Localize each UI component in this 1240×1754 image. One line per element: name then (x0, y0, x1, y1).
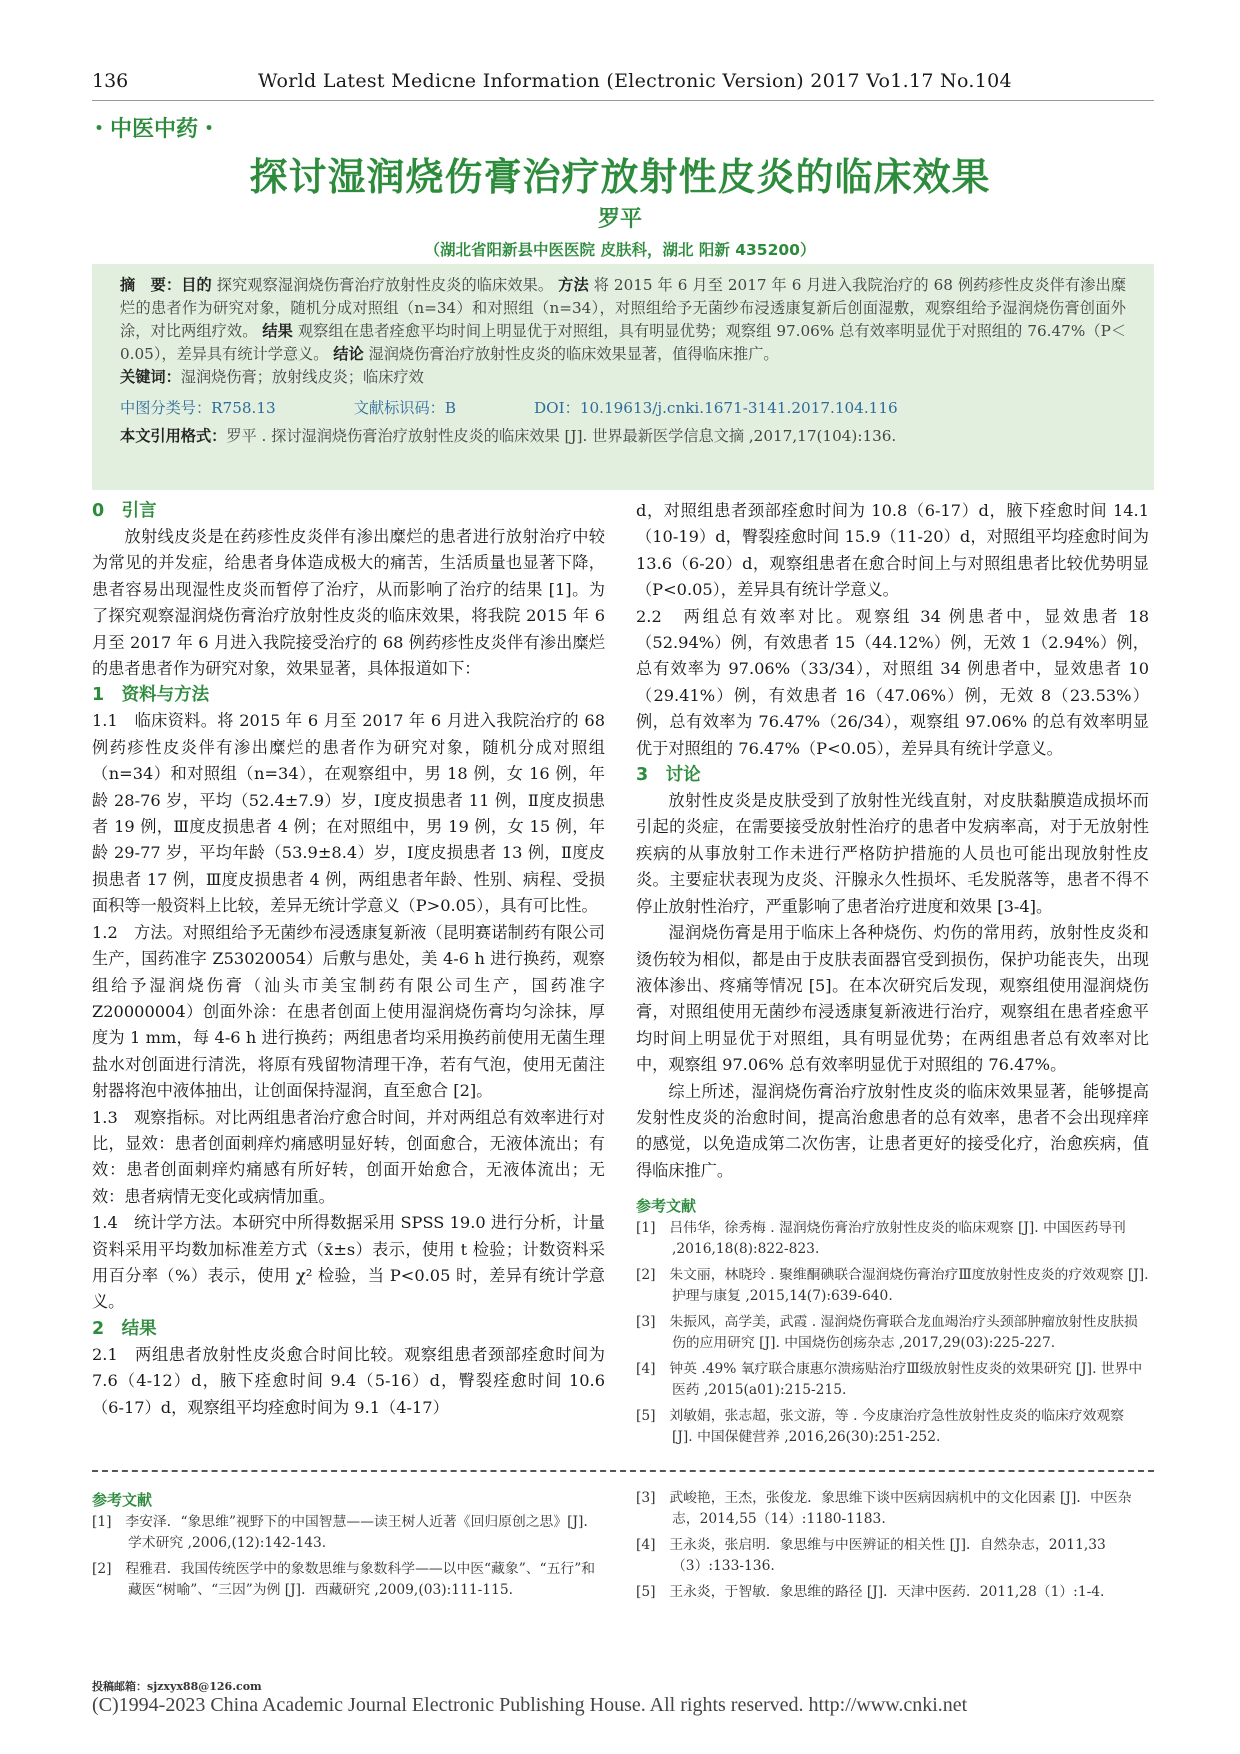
author: 罗平 (597, 206, 642, 232)
citation-format: 本文引用格式：罗平 . 探讨湿润烧伤膏治疗放射性皮炎的临床效果 [J]. 世界最新医学信息文摘 ,2017,17(104):136. (120, 427, 897, 445)
section-tag: ・中医中药・ (88, 117, 221, 142)
reference-item: [5] 刘敏娟，张志超，张文游，等 . 今皮康治疗急性放射性皮炎的临床疗效观察 [J]. 中国保健营养 ,2016,26(30):251-252. (636, 1408, 1124, 1446)
journal-header: World Latest Medicne Information (Electronic Version) 2017 Vo1.17 No.104 (258, 70, 1012, 92)
bottom-references-heading: 参考文献 (92, 1491, 153, 1509)
doi[interactable]: DOI：10.19613/j.cnki.1671-3141.2017.104.116 (534, 399, 898, 417)
dashed-divider (92, 1470, 1154, 1472)
reference-item: [2] 朱文丽，林晓玲 . 聚维酮碘联合湿润烧伤膏治疗Ⅲ度放射性皮炎的疗效观察 [J]. 护理与康复 ,2015,14(7):639-640. (636, 1267, 1149, 1305)
abstract-text: 摘 要：目的 探究观察湿润烧伤膏治疗放射性皮炎的临床效果。 方法 将 2015 年 6 月至 2017 年 6 月进入我院治疗的 68 例药疹性皮炎伴有渗出糜烂的患者作为研究对象，随机分成对照组（n=34）和对照组（n=34），对照组给予无菌纱布浸透康复新后创面湿敷，观察组给予湿润烧伤膏创面外涂，对比两组疗效。 结果 观察组在患者痊愈平均时间上明显优于对照组，具有明显优势；观察组 97.06% 总有效率明显优于对照组的 76.47%（P＜0.05），差异具有统计学意义。 结论 湿润烧伤膏治疗放射性皮炎的临床效果显著，值得临床推广。 (120, 276, 1127, 363)
header-rule (92, 100, 1154, 101)
paragraph: 1.2 方法。对照组给予无菌纱布浸透康复新液（昆明赛诺制药有限公司生产，国药准字 Z53020054）后敷与患处，美 4-6 h 进行换药，观察组给予湿润烧伤膏（汕头市美宝制药有限公司生产，国药准字 Z20000004）创面外涂：在患者创面上使用湿润烧伤膏均匀涂抹，厚度为 1 mm，每 4-6 h 进行换药；两组患者均采用换药前使用无菌生理盐水对创面进行清洗，将原有残留物清理干净，若有气泡，使用无菌注射器将泡中液体抽出，让创面保持湿润，直至愈合 [2]。 (92, 922, 605, 1101)
heading-methods: 1 资料与方法 (92, 685, 210, 706)
reference-item: [5] 王永炎，于智敏．象思维的路径 [J]．天津中医药．2011,28（1）:1-4. (636, 1584, 1105, 1600)
page-number: 136 (92, 70, 129, 92)
abstract-box (92, 264, 1154, 490)
paragraph: 2.2 两组总有效率对比。观察组 34 例患者中，显效患者 18（52.94%）例，有效患者 15（44.12%）例，无效 1（2.94%）例，总有效率为 97.06%（33/34），对照组 34 例患者中，显效患者 10（29.41%）例，有效患者 16（47.06%）例，无效 8（23.53%）例，总有效率为 76.47%（26/34），观察组 97.06% 的总有效率明显优于对照组的 76.47%（P<0.05），差异具有统计学意义。 (636, 606, 1149, 758)
reference-item: [2] 程雅君．我国传统医学中的象数思维与象数科学——以中医“藏象”、“五行”和藏医“树喻”、“三因”为例 [J]．西藏研究 ,2009,(03):111-115. (92, 1561, 596, 1598)
reference-item: [3] 武峻艳，王杰，张俊龙．象思维下谈中医病因病机中的文化因素 [J]．中医杂志，2014,55（14）:1180-1183. (636, 1490, 1132, 1527)
paragraph: 综上所述，湿润烧伤膏治疗放射性皮炎的临床效果显著，能够提高发射性皮炎的治愈时间，提高治愈患者的总有效率，患者不会出现痒痒的感觉，以免造成第二次伤害，让患者更好的接受化疗，治愈疾病，值得临床推广。 (636, 1081, 1149, 1180)
references-heading: 参考文献 (636, 1197, 697, 1216)
paragraph: 放射线皮炎是在药疹性皮炎伴有渗出糜烂的患者进行放射治疗中较为常见的并发症，给患者身体造成极大的痛苦，生活质量也显著下降，患者容易出现湿性皮炎而暂停了治疗，从而影响了治疗的结果 [1]。为了探究观察湿润烧伤膏治疗放射性皮炎的临床效果，将我院 2015 年 6 月至 2017 年 6 月进入我院接受治疗的 68 例药疹性皮炎伴有渗出糜烂的患者患者作为研究对象，效果显著，具体报道如下： (92, 527, 605, 679)
heading-intro: 0 引言 (92, 501, 157, 521)
bottom-references-left (92, 1488, 602, 1606)
paragraph: 1.1 临床资料。将 2015 年 6 月至 2017 年 6 月进入我院治疗的 68 例药疹性皮炎伴有渗出糜烂的患者作为研究对象，随机分成对照组（n=34）和对照组（n=34），在观察组中，男 18 例，女 16 例，年龄 28-76 岁，平均（52.4±7.9）岁，Ⅰ度皮损患者 11 例，Ⅱ度皮损患者 19 例，Ⅲ度皮损患者 4 例；在对照组中，男 19 例，女 15 例，年龄 29-77 岁，平均年龄（53.9±8.4）岁，Ⅰ度皮损患者 13 例，Ⅱ度皮损患者 17 例，Ⅲ度皮损患者 4 例，两组患者年龄、性别、病程、受损面积等一般资料上比较，差异无统计学意义（P>0.05），具有可比性。 (92, 711, 605, 916)
paragraph: 1.4 统计学方法。本研究中所得数据采用 SPSS 19.0 进行分析，计量资料采用平均数加标准差方式（x̄±s）表示，使用 t 检验；计数资料采用百分率（%）表示，使用 χ² 检验，当 P<0.05 时，差异有统计学意义。 (92, 1213, 605, 1312)
heading-discussion: 3 讨论 (636, 765, 701, 786)
clc-code: 中图分类号：R758.13 (120, 399, 276, 417)
paragraph: 2.1 两组患者放射性皮炎愈合时间比较。观察组患者颈部痊愈时间为 7.6（4-12）d，腋下痊愈时间 9.4（5-16）d，臀裂痊愈时间 10.6（6-17）d，观察组平均痊愈时间为 9.1（4-17） (92, 1344, 605, 1417)
paragraph: 湿润烧伤膏是用于临床上各种烧伤、灼伤的常用药，放射性皮炎和烫伤较为相似，都是由于皮肤表面器官受到损伤，保护功能丧失，出现液体渗出、疼痛等情况 [5]。在本次研究后发现，观察组使用湿润烧伤膏，对照组使用无菌纱布浸透康复新液进行治疗，观察组在患者痊愈平均时间上明显优于对照组，具有明显优势；在两组患者总有效率对比中，观察组 97.06% 总有效率明显优于对照组的 76.47%。 (636, 923, 1149, 1075)
classification-row (120, 397, 1126, 420)
left-column (92, 498, 605, 1421)
submission-email: 投稿邮箱：sjzxyx88@126.com (92, 1680, 262, 1693)
right-column (636, 498, 1149, 1453)
paper-title: 探讨湿润烧伤膏治疗放射性皮炎的临床效果 (249, 155, 991, 199)
reference-item: [1] 吕伟华，徐秀梅 . 湿润烧伤膏治疗放射性皮炎的临床观察 [J]. 中国医药导刊 ,2016,18(8):822-823. (636, 1220, 1126, 1258)
heading-results: 2 结果 (92, 1318, 157, 1339)
reference-item: [4] 王永炎，张启明．象思维与中医辨证的相关性 [J]．自然杂志，2011,33（3）:133-136. (636, 1537, 1106, 1574)
bottom-references-right (636, 1488, 1154, 1608)
paragraph: 1.3 观察指标。对比两组患者治疗愈合时间，并对两组总有效率进行对比，显效：患者创面刺痒灼痛感明显好转，创面愈合，无液体流出；有效：患者创面刺痒灼痛感有所好转，创面开始愈合，无液体流出；无效：患者病情无变化或病情加重。 (92, 1107, 605, 1206)
reference-item: [4] 钟英 .49% 氧疗联合康惠尔溃疡贴治疗Ⅲ级放射性皮炎的效果研究 [J]. 世界中医药 ,2015(a01):215-215. (636, 1361, 1143, 1399)
doc-code: 文献标识码：B (353, 399, 456, 417)
paragraph: 放射性皮炎是皮肤受到了放射性光线直射，对皮肤黏膜造成损坏而引起的炎症，在需要接受放射性治疗的患者中发病率高，对于无放射性疾病的从事放射工作未进行严格防护措施的人员也可能出现放射性皮炎。主要症状表现为皮炎、汗腺永久性损坏、毛发脱落等，患者不得不停止放射性治疗，严重影响了患者治疗进度和效果 [3-4]。 (636, 791, 1149, 916)
copyright-footer: (C)1994-2023 China Academic Journal Electronic Publishing House. All rights reserved. http://www.cnki.net (92, 1694, 968, 1716)
affiliation: （湖北省阳新县中医医院 皮肤科，湖北 阳新 435200） (424, 241, 816, 259)
reference-item: [1] 李安泽．“象思维”视野下的中国智慧——读王树人近著《回归原创之思》[J]．学术研究 ,2006,(12):142-143. (92, 1514, 598, 1551)
paragraph: d，对照组患者颈部痊愈时间为 10.8（6-17）d，腋下痊愈时间 14.1（10-19）d，臀裂痊愈时间 15.9（11-20）d，对照组平均痊愈时间为 13.6（6-20）d，观察组患者在愈合时间上与对照组患者比较优势明显（P<0.05），差异具有统计学意义。 (636, 501, 1149, 600)
keywords: 关键词：湿润烧伤膏；放射线皮炎；临床疗效 (120, 368, 424, 386)
reference-item: [3] 朱振风，高学美，武霞 . 湿润烧伤膏联合龙血竭治疗头颈部肿瘤放射性皮肤损伤的应用研究 [J]. 中国烧伤创疡杂志 ,2017,29(03):225-227. (636, 1314, 1138, 1352)
